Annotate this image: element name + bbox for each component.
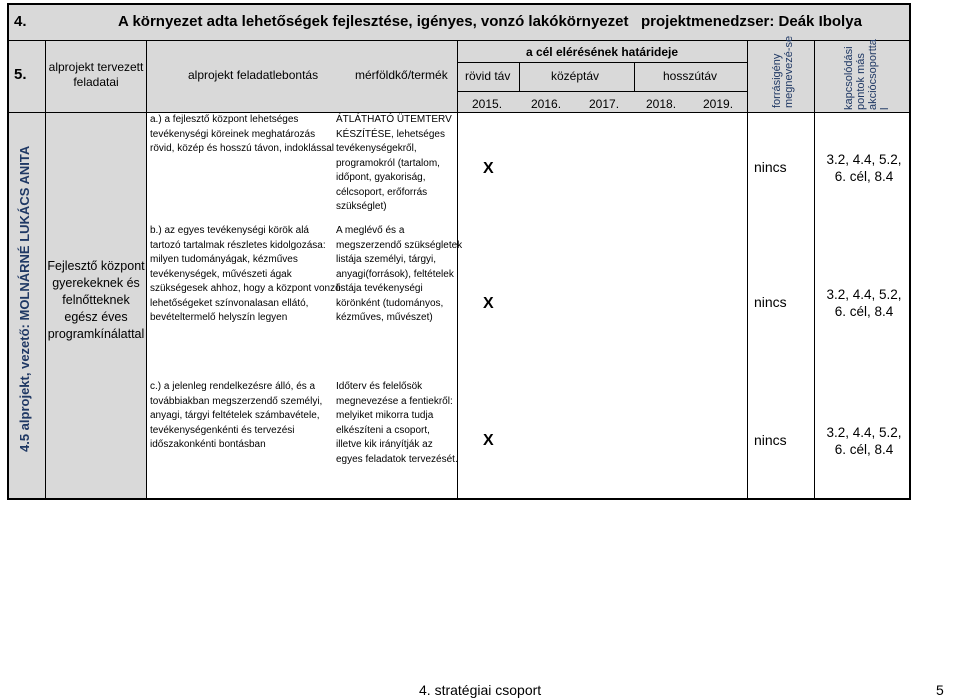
header-related: kapcsolódási pontok más akciócsoportta l bbox=[843, 39, 891, 110]
header-milestone: mérföldkő/termék bbox=[355, 68, 448, 82]
related-b: 3.2, 4.4, 5.2, 6. cél, 8.4 bbox=[826, 287, 902, 319]
year-2016: 2016. bbox=[531, 97, 562, 111]
row-number: 5. bbox=[14, 66, 27, 83]
deadline-subdivider bbox=[457, 62, 747, 63]
milestone-c: Időterv és felelősök megnevezése a fentiekről: melyiket mikorra tudja elkészíteni a csoport, illetve kik irányítják az egyes feladatok tervezését. bbox=[336, 381, 458, 465]
deadline-divider-b bbox=[634, 62, 635, 92]
header-mid-term: középtáv bbox=[551, 69, 600, 83]
deadline-divider-a bbox=[519, 62, 520, 92]
footer-label: 4. stratégiai csoport bbox=[419, 682, 542, 698]
year-2015: 2015. bbox=[472, 97, 503, 111]
year-2017: 2017. bbox=[589, 97, 620, 111]
mark-c: X bbox=[483, 432, 494, 449]
year-2019: 2019. bbox=[703, 97, 734, 111]
related-a: 3.2, 4.4, 5.2, 6. cél, 8.4 bbox=[826, 152, 902, 184]
col-divider-1 bbox=[45, 41, 46, 498]
breakdown-b: b.) az egyes tevékenységi körök alá tartozó tartalmak részletes kidolgozása: milyen tudományágak, kézműves tevékenységek, művészeti ágak szükségesek ahhoz, hogy a központ vonzó lehetőségeket színvonalasan ellátó, bevételtermelő helyszín legyen bbox=[150, 225, 341, 323]
page-title: A környezet adta lehetőségek fejlesztése, igényes, vonzó lakókörnyezet bbox=[118, 13, 629, 30]
header-funding: forrásigény megnevezé-se bbox=[771, 35, 795, 108]
mark-b: X bbox=[483, 295, 494, 312]
col-divider-5 bbox=[814, 41, 815, 498]
related-c: 3.2, 4.4, 5.2, 6. cél, 8.4 bbox=[826, 425, 902, 457]
header-breakdown: alprojekt feladatlebontás bbox=[188, 68, 319, 82]
header-deadline: a cél elérésének határideje bbox=[525, 45, 679, 59]
header-row-divider bbox=[7, 112, 911, 113]
funding-a: nincs bbox=[754, 159, 787, 175]
breakdown-a: a.) a fejlesztő központ lehetséges tevékenységi köreinek meghatározás rövid, közép és hosszú távon, indoklással bbox=[150, 114, 334, 154]
border-bottom bbox=[7, 498, 911, 500]
task-title: Fejlesztő központ gyerekeknek és felnőtteknek egész éves programkínálattal bbox=[47, 259, 145, 341]
funding-c: nincs bbox=[754, 432, 787, 448]
subproject-side-label: 4.5 alprojekt, vezető: MOLNÁRNÉ LUKÁCS ANITA bbox=[17, 145, 32, 452]
page-number: 5 bbox=[936, 682, 944, 698]
header-tasks: alprojekt tervezett feladatai bbox=[48, 60, 144, 89]
project-manager: projektmenedzser: Deák Ibolya bbox=[641, 13, 862, 30]
border-right bbox=[909, 3, 911, 500]
border-left bbox=[7, 3, 9, 500]
border-top bbox=[7, 3, 911, 5]
year-divider bbox=[457, 91, 747, 92]
header-short-term: rövid táv bbox=[465, 69, 511, 83]
title-number: 4. bbox=[14, 13, 27, 30]
breakdown-c: c.) a jelenleg rendelkezésre álló, és a továbbiakban megszerzendő személyi, anyagi, tárgyi feltételek számbavétele, tevékenységenkénti és tervezési időszakonkénti bontásban bbox=[150, 381, 323, 450]
mark-a: X bbox=[483, 160, 494, 177]
col-divider-4 bbox=[747, 41, 748, 498]
funding-b: nincs bbox=[754, 294, 787, 310]
milestone-b: A meglévő és a megszerzendő szükségletek listája személyi, tárgyi, anyagi(források), feltételek listája tevékenységi körönként (tudományos, kézműves, művészet) bbox=[336, 225, 463, 323]
col-divider-2 bbox=[146, 41, 147, 498]
milestone-a: ÁTLÁTHATÓ ÜTEMTERV KÉSZÍTÉSE, lehetséges tevékenységekről, programokról (tartalom, időpont, gyakoriság, célcsoport, erőforrás szükséglet) bbox=[336, 114, 452, 212]
header-long-term: hosszútáv bbox=[663, 69, 718, 83]
year-2018: 2018. bbox=[646, 97, 677, 111]
